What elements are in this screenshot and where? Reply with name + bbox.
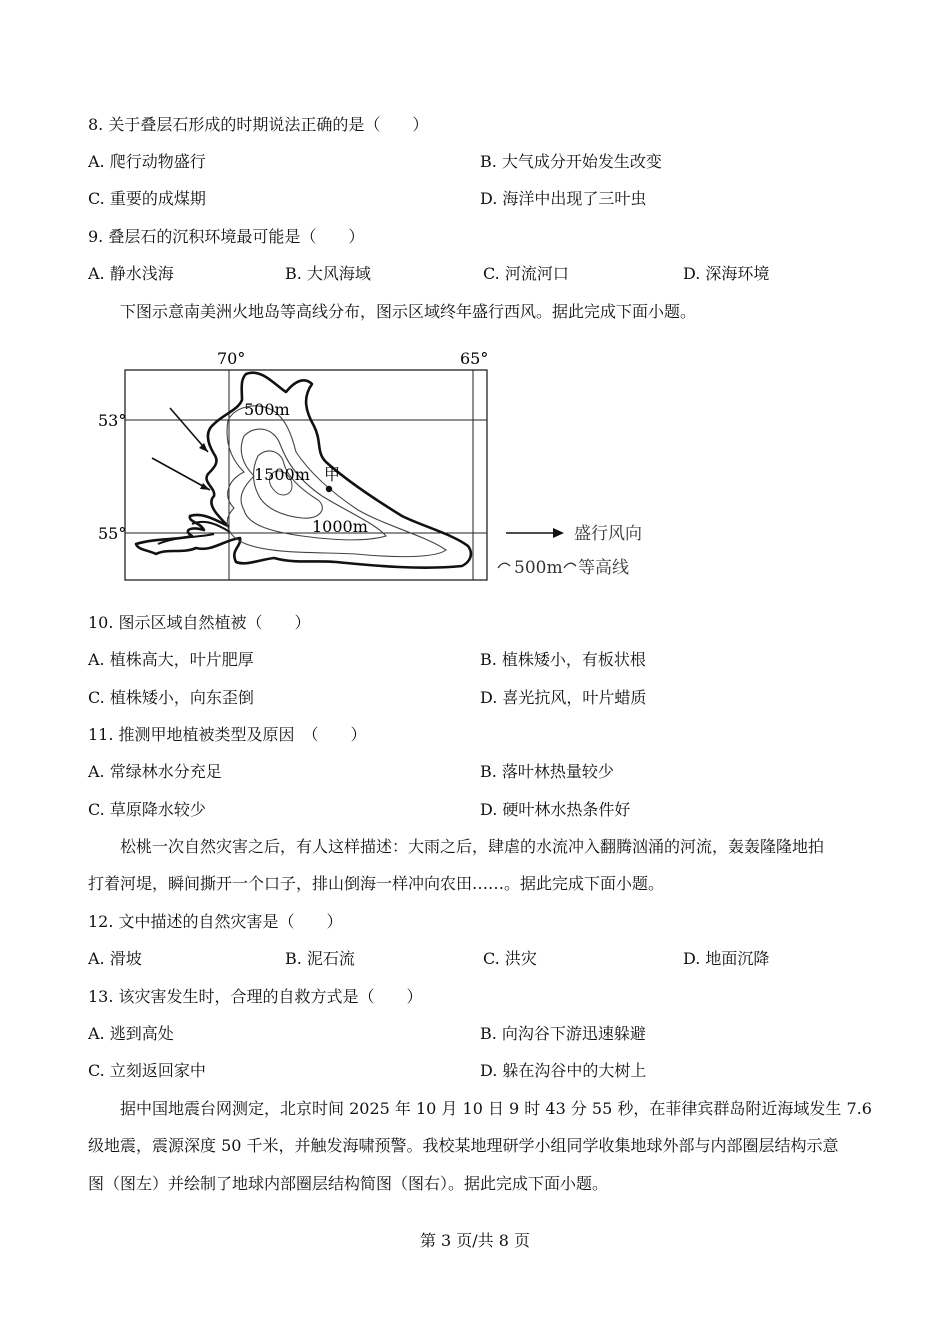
- lon-65-label: 65°: [460, 349, 489, 368]
- lat-53-label: 53°: [98, 411, 127, 430]
- contour-1000-label: 1000m: [312, 517, 368, 536]
- q10-stem: 10. 图示区域自然植被（ ）: [88, 613, 311, 632]
- quake-intro-line2: 级地震，震源深度 50 千米，并触发海啸预警。我校某地理研学小组同学收集地球外部与内部圈层结构示意: [88, 1136, 839, 1155]
- q12-option-a: A. 滑坡: [88, 949, 142, 968]
- q13-option-d: D. 躲在沟谷中的大树上: [480, 1061, 647, 1080]
- lat-55-label: 55°: [98, 524, 127, 543]
- q13-stem: 13. 该灾害发生时，合理的自救方式是（ ）: [88, 987, 423, 1006]
- q13-option-a: A. 逃到高处: [88, 1024, 174, 1043]
- quake-intro-line1: 据中国地震台网测定，北京时间 2025 年 10 月 10 日 9 时 43 分 55 秒，在菲律宾群岛附近海域发生 7.6: [120, 1099, 872, 1118]
- disaster-intro-line2: 打着河堤，瞬间撕开一个口子，排山倒海一样冲向农田……。据此完成下面小题。: [88, 874, 665, 893]
- point-jia-label: 甲: [324, 465, 341, 484]
- q9-stem: 9. 叠层石的沉积环境最可能是（ ）: [88, 227, 365, 246]
- quake-intro-line3: 图（图左）并绘制了地球内部圈层结构简图（图右）。据此完成下面小题。: [88, 1174, 609, 1193]
- legend-wind-label: 盛行风向: [574, 524, 642, 544]
- q12-option-d: D. 地面沉降: [683, 949, 770, 968]
- contour-map-figure: [96, 340, 656, 590]
- legend-contour-label: 等高线: [578, 558, 629, 578]
- q12-stem: 12. 文中描述的自然灾害是（ ）: [88, 912, 343, 931]
- q8-option-b: B. 大气成分开始发生改变: [480, 152, 662, 171]
- q8-option-a: A. 爬行动物盛行: [88, 152, 206, 171]
- q8-option-d: D. 海洋中出现了三叶虫: [480, 189, 647, 208]
- q13-option-c: C. 立刻返回家中: [88, 1061, 206, 1080]
- legend-contour-symbol: [564, 563, 576, 568]
- q10-option-c: C. 植株矮小，向东歪倒: [88, 688, 254, 707]
- map-intro: 下图示意南美洲火地岛等高线分布，图示区域终年盛行西风。据此完成下面小题。: [120, 302, 697, 321]
- q9-option-a: A. 静水浅海: [88, 264, 174, 283]
- q10-option-b: B. 植株矮小，有板状根: [480, 650, 646, 669]
- q8-option-c: C. 重要的成煤期: [88, 189, 206, 208]
- q9-option-c: C. 河流河口: [483, 264, 569, 283]
- wind-arrow: [152, 458, 210, 490]
- legend-wind-arrow-head: [553, 528, 564, 538]
- q13-option-b: B. 向沟谷下游迅速躲避: [480, 1024, 646, 1043]
- q11-stem: 11. 推测甲地植被类型及原因 （ ）: [88, 725, 367, 744]
- q9-option-b: B. 大风海域: [285, 264, 371, 283]
- lon-70-label: 70°: [217, 349, 246, 368]
- q11-option-d: D. 硬叶林水热条件好: [480, 800, 631, 819]
- q11-option-c: C. 草原降水较少: [88, 800, 206, 819]
- q12-option-b: B. 泥石流: [285, 949, 355, 968]
- q12-option-c: C. 洪灾: [483, 949, 537, 968]
- q10-option-a: A. 植株高大，叶片肥厚: [88, 650, 254, 669]
- disaster-intro-line1: 松桃一次自然灾害之后，有人这样描述：大雨之后，肆虐的水流冲入翻腾汹涌的河流，轰轰隆隆地拍: [120, 837, 825, 856]
- q11-option-b: B. 落叶林热量较少: [480, 762, 614, 781]
- q11-option-a: A. 常绿林水分充足: [88, 762, 222, 781]
- q8-stem: 8. 关于叠层石形成的时期说法正确的是（ ）: [88, 115, 429, 134]
- legend-contour-symbol: [498, 563, 510, 568]
- q9-option-d: D. 深海环境: [683, 264, 770, 283]
- q10-option-d: D. 喜光抗风，叶片蜡质: [480, 688, 647, 707]
- contour-1500-label: 1500m: [254, 465, 310, 484]
- legend-contour-value: 500m: [514, 558, 563, 578]
- point-jia-marker: [326, 486, 332, 492]
- page-footer: 第 3 页/共 8 页: [419, 1231, 531, 1250]
- contour-500-label: 500m: [244, 400, 290, 419]
